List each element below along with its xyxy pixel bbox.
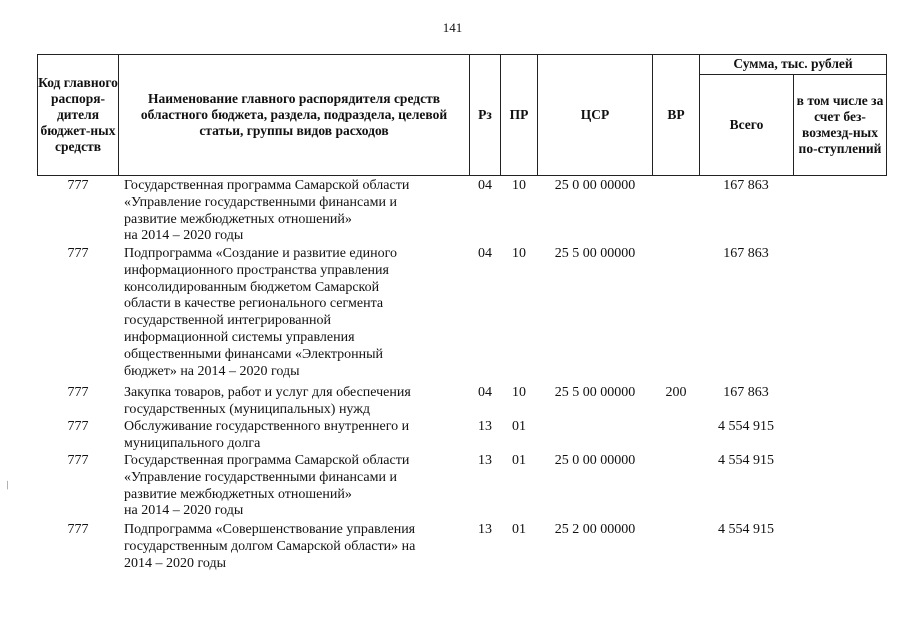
row-rz: 04 xyxy=(478,246,492,261)
row-pr: 01 xyxy=(512,522,526,537)
row-name-line: развитие межбюджетных отношений» xyxy=(124,211,352,227)
header-name: Наименование главного распорядителя средств областного бюджета, раздела, подраздела, целевой статьи, группы видов расходов xyxy=(118,54,470,176)
row-name xyxy=(124,522,469,572)
row-name-line: информационной системы управления xyxy=(124,329,355,345)
row-csr: 25 2 00 00000 xyxy=(554,522,636,537)
row-csr: 25 0 00 00000 xyxy=(554,178,636,193)
header-sum: Сумма, тыс. рублей xyxy=(699,54,887,75)
row-name-line: бюджет» на 2014 – 2020 годы xyxy=(124,363,300,379)
header-rz: Рз xyxy=(469,54,501,176)
row-total: 167 863 xyxy=(723,178,769,193)
row-name xyxy=(124,419,469,453)
row-name-line: области в качестве регионального сегмента xyxy=(124,296,384,312)
row-name-line: 2014 – 2020 годы xyxy=(124,555,227,571)
row-vr: 200 xyxy=(665,385,687,400)
row-name-line: муниципального долга xyxy=(124,435,261,451)
row-code: 777 xyxy=(67,385,89,400)
header-csr: ЦСР xyxy=(537,54,653,176)
row-name-line: Государственная программа Самарской области xyxy=(124,178,410,193)
header-total: Всего xyxy=(699,74,794,176)
row-total: 167 863 xyxy=(723,385,769,400)
row-name-line: Обслуживание государственного внутреннего и xyxy=(124,419,410,434)
row-pr: 10 xyxy=(512,178,526,193)
stray-mark: / xyxy=(3,477,12,493)
row-rz: 13 xyxy=(478,453,492,468)
row-rz: 04 xyxy=(478,385,492,400)
row-name-line: государственным долгом Самарской области» на xyxy=(124,538,416,554)
row-name xyxy=(124,246,469,380)
row-name-line: общественными финансами «Электронный xyxy=(124,346,384,362)
row-rz: 13 xyxy=(478,522,492,537)
row-name-line: на 2014 – 2020 годы xyxy=(124,503,244,519)
row-total: 4 554 915 xyxy=(718,419,774,434)
row-name-line: Подпрограмма «Создание и развитие единого xyxy=(124,246,397,261)
row-name-line: Государственная программа Самарской области xyxy=(124,453,410,468)
row-name xyxy=(124,178,469,245)
row-code: 777 xyxy=(67,246,89,261)
row-pr: 01 xyxy=(512,453,526,468)
row-code: 777 xyxy=(67,453,89,468)
row-total: 4 554 915 xyxy=(718,453,774,468)
row-code: 777 xyxy=(67,419,89,434)
header-gratis: в том числе за счет без-возмезд-ных по-ступлений xyxy=(793,74,887,176)
row-name-line: государственных (муниципальных) нужд xyxy=(124,401,371,417)
row-name xyxy=(124,453,469,520)
row-name-line: государственной интегрированной xyxy=(124,313,331,329)
row-pr: 01 xyxy=(512,419,526,434)
row-csr: 25 0 00 00000 xyxy=(554,453,636,468)
row-pr: 10 xyxy=(512,246,526,261)
header-vr: ВР xyxy=(652,54,700,176)
row-name-line: «Управление государственными финансами и xyxy=(124,194,397,210)
row-total: 167 863 xyxy=(723,246,769,261)
row-name-line: информационного пространства управления xyxy=(124,262,389,278)
row-csr: 25 5 00 00000 xyxy=(554,385,636,400)
row-name-line: Подпрограмма «Совершенствование управления xyxy=(124,522,416,537)
page-number: 141 xyxy=(442,20,463,35)
row-csr: 25 5 00 00000 xyxy=(554,246,636,261)
header-code: Код главного распоря-дителя бюджет-ных средств xyxy=(37,54,119,176)
row-code: 777 xyxy=(67,522,89,537)
header-pr: ПР xyxy=(500,54,538,176)
row-rz: 04 xyxy=(478,178,492,193)
row-total: 4 554 915 xyxy=(718,522,774,537)
row-name-line: развитие межбюджетных отношений» xyxy=(124,486,352,502)
row-rz: 13 xyxy=(478,419,492,434)
row-code: 777 xyxy=(67,178,89,193)
row-name-line: на 2014 – 2020 годы xyxy=(124,228,244,244)
row-name-line: консолидированным бюджетом Самарской xyxy=(124,279,380,295)
row-pr: 10 xyxy=(512,385,526,400)
row-name-line: «Управление государственными финансами и xyxy=(124,469,397,485)
row-name xyxy=(124,385,469,419)
row-name-line: Закупка товаров, работ и услуг для обеспечения xyxy=(124,385,411,400)
